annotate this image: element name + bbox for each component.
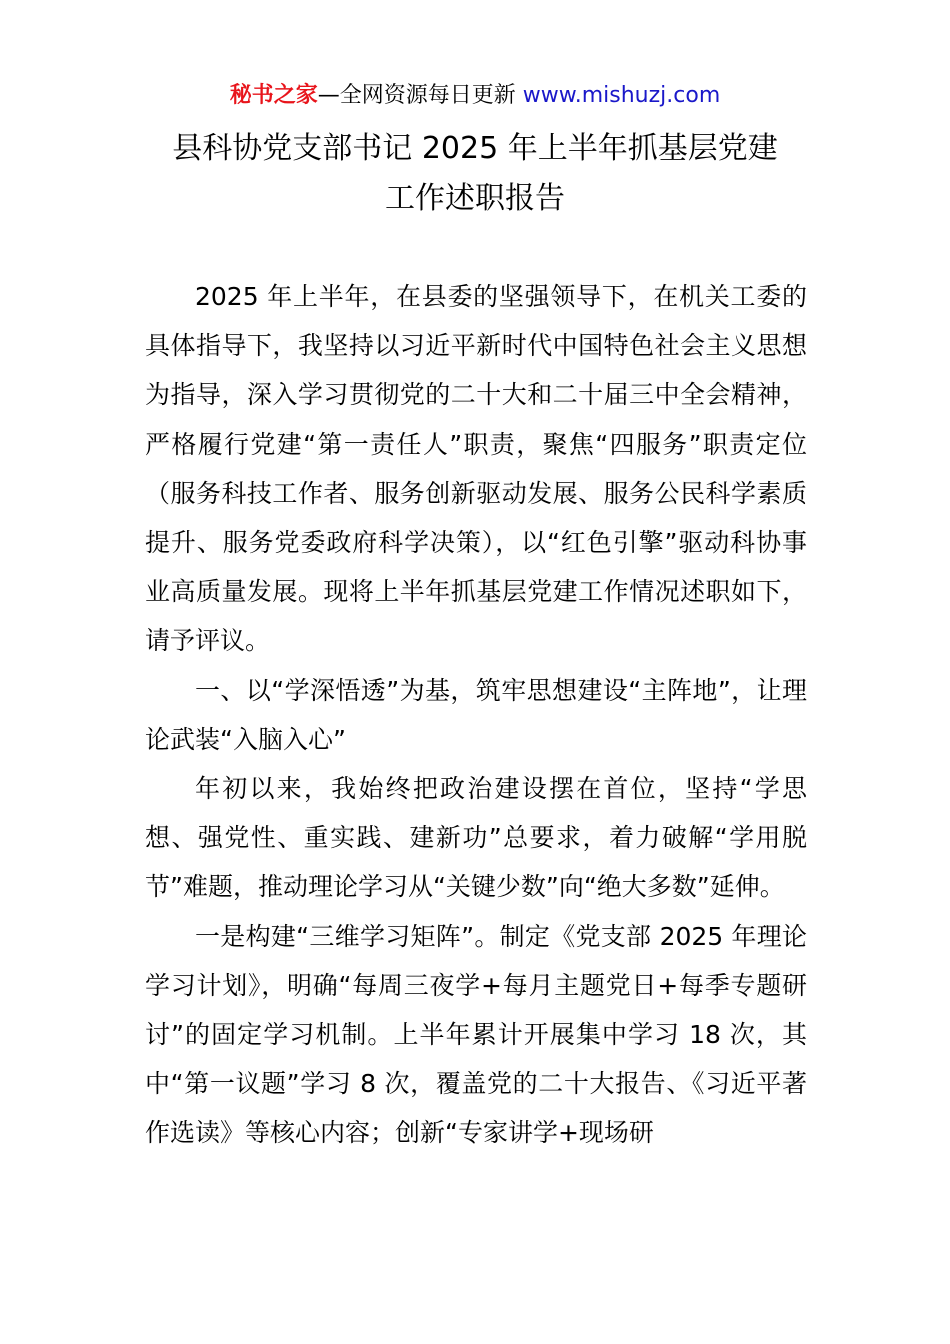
paragraph-point-1: 一是构建“三维学习矩阵”。制定《党支部 2025 年理论学习计划》，明确“每周三夜学+每月主题党日+每季专题研讨”的固定学习机制。上半年累计开展集中学习 18 次，其中“第一议题”学习 8 次，覆盖党的二十大报告、《习近平著作选读》等核心内容；创新“专家讲学+现场研 — [145, 921, 807, 1148]
document-title — [0, 124, 950, 224]
site-watermark-header — [0, 80, 950, 112]
watermark-url[interactable]: www.mishuzj.com — [522, 83, 721, 108]
paragraph-intro: 2025 年上半年，在县委的坚强领导下，在机关工委的具体指导下，我坚持以习近平新时代中国特色社会主义思想为指导，深入学习贯彻党的二十大和二十届三中全会精神，严格履行党建“第一责任人”职责，聚焦“四服务”职责定位（服务科技工作者、服务创新驱动发展、服务公民科学素质提升、服务党委政府科学决策），以“红色引擎”驱动科协事业高质量发展。现将上半年抓基层党建工作情况述职如下，请予评议。 — [145, 282, 807, 656]
document-body — [145, 272, 807, 1158]
watermark-brand: 秘书之家 — [229, 83, 318, 108]
paragraph-section-1-intro: 年初以来，我始终把政治建设摆在首位，坚持“学思想、强党性、重实践、建新功”总要求，着力破解“学用脱节”难题，推动理论学习从“关键少数”向“绝大多数”延伸。 — [145, 774, 807, 902]
section-heading-1: 一、以“学深悟透”为基，筑牢思想建设“主阵地”，让理论武装“入脑入心” — [145, 675, 807, 754]
title-line-1: 县科协党支部书记 2025 年上半年抓基层党建 — [172, 131, 778, 166]
watermark-tagline: —全网资源每日更新 — [317, 83, 523, 108]
title-line-2: 工作述职报告 — [385, 181, 565, 216]
